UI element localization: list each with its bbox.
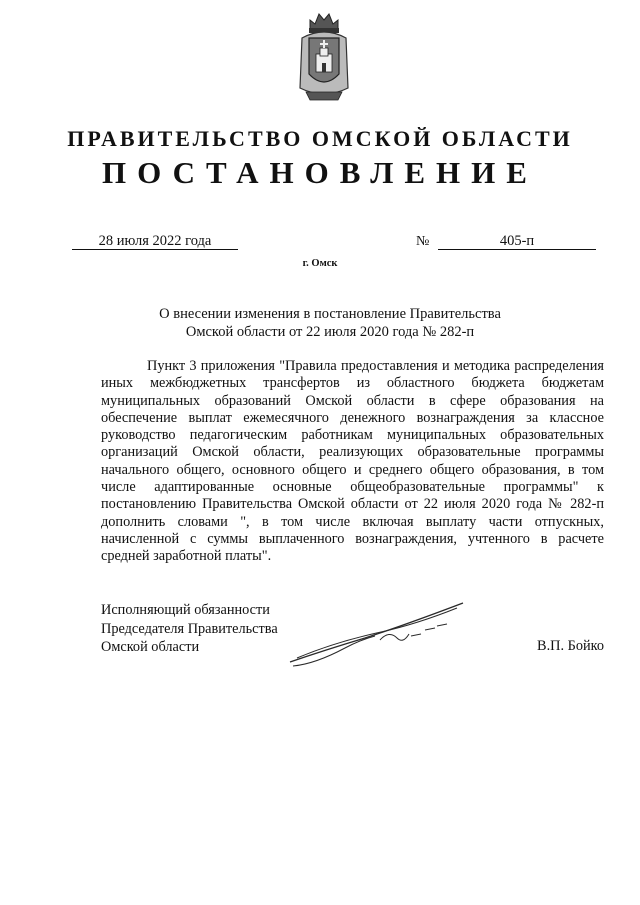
document-number: 405-п xyxy=(438,233,596,250)
body-paragraph: Пункт 3 приложения "Правила предоставления и методика распределения иных межбюджетных трансфертов из областного бюджета бюджетам муниципальных образований Омской области в сфере образования на обеспечение выплат ежемесячного денежного вознаграждения за классное руководство педагогическим работникам муниципальных образовательных организаций Омской области, реализующих образовательные программы начального общего, основного общего и среднего общего образования, в том числе адаптированные основные общеобразовательные программы" к постановлению Правительства Омской области от 22 июля 2020 года № 282-п дополнить словами ", в том числе включая выплату части отпускных, начисленной с суммы выплаченного вознаграждения, учтенного в расчете средней заработной платы". xyxy=(101,358,604,565)
signatory-position xyxy=(101,601,278,657)
document-type: ПОСТАНОВЛЕНИЕ xyxy=(102,155,538,190)
document-date: 28 июля 2022 года xyxy=(72,233,238,250)
document-title xyxy=(100,305,560,341)
coat-of-arms-icon xyxy=(296,8,352,104)
position-line-2: Председателя Правительства xyxy=(101,620,278,637)
title-line-2: Омской области от 22 июля 2020 года № 282-п xyxy=(185,324,475,340)
number-sign: № xyxy=(416,234,430,249)
signatory-name: В.П. Бойко xyxy=(537,638,604,654)
position-line-3: Омской области xyxy=(101,639,200,655)
government-name: ПРАВИТЕЛЬСТВО ОМСКОЙ ОБЛАСТИ xyxy=(67,126,573,151)
title-line-1: О внесении изменения в постановление Правительства xyxy=(159,306,501,322)
position-line-1: Исполняющий обязанности xyxy=(101,602,270,618)
handwritten-signature xyxy=(285,598,470,670)
city: г. Омск xyxy=(302,258,338,269)
